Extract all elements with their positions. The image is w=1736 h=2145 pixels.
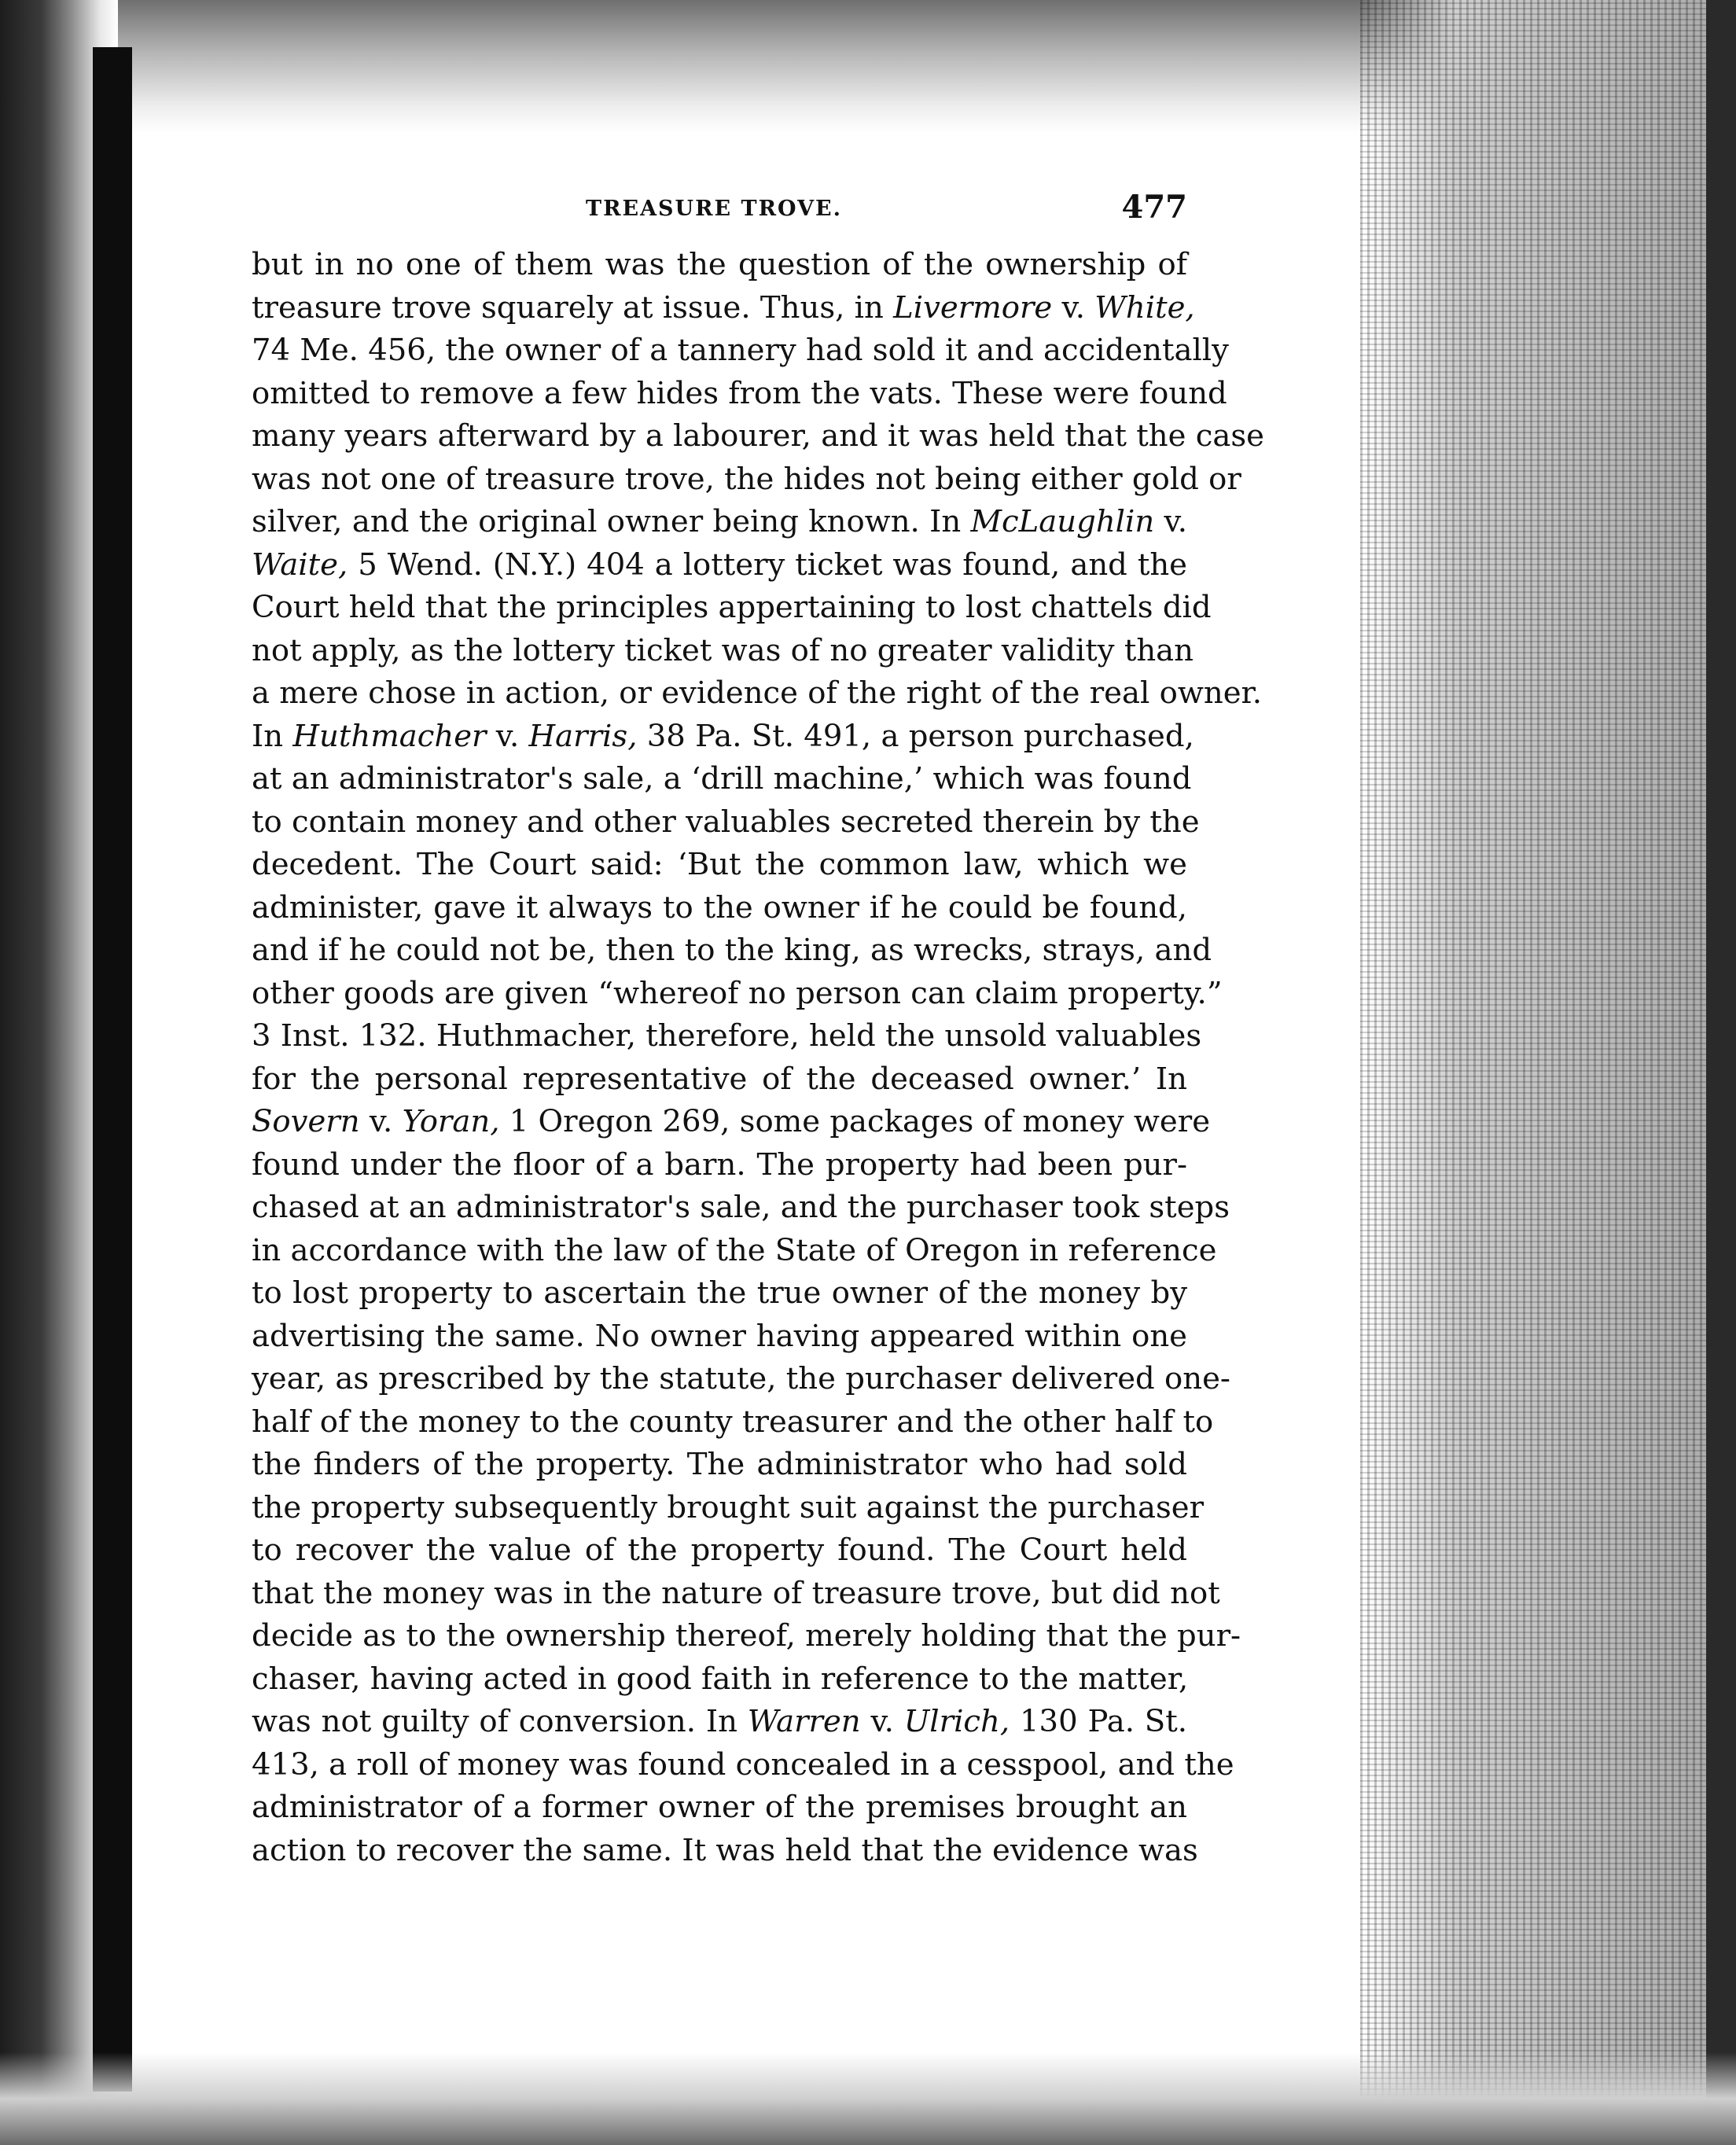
text-line [252, 587, 1212, 630]
text-line [252, 973, 1223, 1016]
text-segment: treasure trove squarely at issue. Thus, in [252, 289, 894, 326]
text-segment: v. [1052, 289, 1095, 326]
text-line [252, 1101, 1211, 1144]
text-line [252, 1701, 1187, 1744]
body-text [252, 244, 1264, 1872]
scan-noise-right [1360, 0, 1736, 2145]
text-segment: and if he could not be, then to the king, as wrecks, strays, and [252, 933, 1212, 968]
text-segment: but in no one of them was the question of the ownership of [252, 247, 1187, 282]
text-segment: administer, gave it always to the owner if he could be found, [252, 889, 1187, 925]
text-line [252, 844, 1187, 887]
text-segment: omitted to remove a few hides from the vats. These were found [252, 375, 1227, 411]
text-segment: chaser, having acted in good faith in reference to the matter, [252, 1661, 1189, 1697]
text-segment: v. [359, 1104, 403, 1139]
text-segment: the finders of the property. The administrator who had sold [252, 1447, 1187, 1482]
text-segment: 1 Oregon 269, some packages of money were [499, 1104, 1211, 1139]
text-line [252, 672, 1263, 716]
text-segment: 5 Wend. (N.Y.) 404 a lottery ticket was found, and the [348, 546, 1187, 583]
case-name: Warren [747, 1704, 861, 1739]
case-name: Livermore [893, 289, 1053, 326]
text-line [252, 1830, 1198, 1873]
text-segment: year, as prescribed by the statute, the purchaser delivered one- [252, 1361, 1230, 1396]
text-line [252, 1573, 1220, 1616]
book-page [252, 189, 1264, 1872]
text-line [252, 716, 1194, 759]
page-number: 477 [1121, 189, 1187, 226]
text-segment: 74 Me. 456, the owner of a tannery had sold it and accidentally [252, 333, 1229, 368]
case-name: Ulrich, [903, 1704, 1010, 1739]
text-segment: 130 Pa. St. [1010, 1704, 1187, 1739]
text-line [252, 1529, 1187, 1573]
text-segment: action to recover the same. It was held that the evidence was [252, 1832, 1198, 1868]
case-name: Huthmacher [292, 718, 487, 754]
text-line [252, 1058, 1187, 1102]
text-segment: a mere chose in action, or evidence of the right of the real owner. [252, 675, 1263, 711]
text-segment: 38 Pa. St. 491, a person purchased, [637, 718, 1194, 754]
text-segment: found under the floor of a barn. The property had been pur- [252, 1146, 1187, 1183]
text-line [252, 758, 1192, 801]
scan-shadow-bottom [0, 2052, 1736, 2145]
text-line [252, 329, 1229, 373]
text-segment: was not one of treasure trove, the hides not being either gold or [252, 461, 1241, 497]
case-name: Sovern [252, 1104, 360, 1139]
text-segment: chased at an administrator's sale, and the purchaser took steps [252, 1190, 1230, 1225]
text-line [252, 1744, 1234, 1787]
text-segment: silver, and the original owner being known. In [252, 504, 971, 539]
case-name: McLaughlin [970, 504, 1155, 539]
text-segment: not apply, as the lottery ticket was of no greater validity than [252, 632, 1194, 668]
text-line [252, 287, 1195, 330]
text-line [252, 1272, 1187, 1315]
text-segment: 3 Inst. 132. Huthmacher, therefore, held the unsold valuables [252, 1018, 1202, 1054]
text-line [252, 1658, 1187, 1702]
text-line [252, 458, 1241, 502]
text-segment: v. [486, 718, 529, 754]
text-segment: decedent. The Court said: ‘But the common law, which we [252, 847, 1187, 882]
text-segment: In [252, 718, 293, 754]
text-line [252, 1187, 1230, 1230]
case-name: Harris, [528, 718, 638, 754]
text-segment: many years afterward by a labourer, and it was held that the case [252, 418, 1264, 454]
text-segment: was not guilty of conversion. In [252, 1704, 748, 1739]
text-segment: the property subsequently brought suit against the purchaser [252, 1489, 1205, 1525]
text-segment: for the personal representative of the deceased owner.’ In [252, 1061, 1187, 1097]
text-segment: to lost property to ascertain the true owner of the money by [252, 1275, 1187, 1311]
case-name: Yoran, [402, 1104, 500, 1139]
text-segment: at an administrator's sale, a ‘drill machine,’ which was found [252, 761, 1192, 797]
scan-binding-edge [93, 47, 132, 2092]
running-title: TREASURE TROVE. [586, 197, 843, 221]
text-segment: in accordance with the law of the State of Oregon in reference [252, 1232, 1217, 1268]
text-segment: advertising the same. No owner having appeared within one [252, 1318, 1187, 1354]
text-segment: to recover the value of the property found. The Court held [252, 1532, 1187, 1568]
text-segment: v. [1154, 504, 1187, 539]
text-line [252, 373, 1227, 416]
running-head [252, 189, 1187, 244]
text-line [252, 1230, 1217, 1273]
text-line [252, 1144, 1187, 1187]
text-line [252, 415, 1264, 458]
text-line [252, 630, 1194, 673]
text-line [252, 1615, 1241, 1658]
text-line [252, 501, 1187, 544]
text-segment: that the money was in the nature of treasure trove, but did not [252, 1575, 1220, 1611]
text-segment: decide as to the ownership thereof, merely holding that the pur- [252, 1618, 1241, 1654]
text-segment: v. [860, 1704, 904, 1739]
text-line [252, 1315, 1187, 1359]
text-line [252, 1401, 1214, 1444]
text-segment: half of the money to the county treasurer and the other half to [252, 1404, 1214, 1440]
text-line [252, 929, 1212, 973]
text-line [252, 1487, 1205, 1530]
text-line [252, 887, 1187, 930]
text-line [252, 1444, 1187, 1487]
text-segment: Court held that the principles appertaining to lost chattels did [252, 590, 1212, 625]
case-name: White, [1094, 289, 1195, 326]
text-segment: other goods are given “whereof no person can claim property.” [252, 975, 1223, 1011]
text-segment: 413, a roll of money was found concealed in a cesspool, and the [252, 1746, 1234, 1783]
text-line [252, 1015, 1202, 1058]
text-line [252, 1358, 1230, 1401]
scan-edge-right [1706, 0, 1736, 2145]
text-line [252, 244, 1187, 287]
text-line [252, 544, 1187, 587]
text-segment: administrator of a former owner of the premises brought an [252, 1790, 1187, 1825]
text-segment: to contain money and other valuables secreted therein by the [252, 804, 1200, 840]
text-line [252, 801, 1200, 844]
text-line [252, 1786, 1187, 1830]
case-name: Waite, [252, 546, 348, 583]
